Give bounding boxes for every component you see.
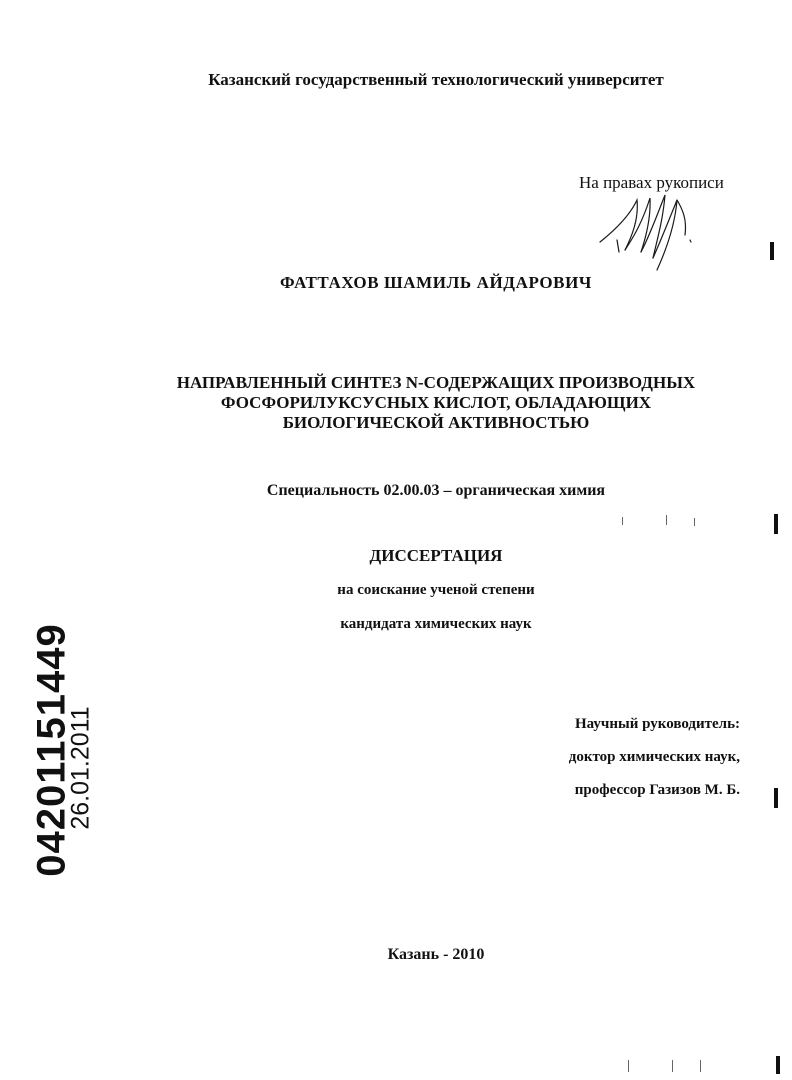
dissertation-title: [40, 373, 792, 433]
library-stamp-date: 26.01.2011: [66, 706, 95, 830]
supervisor-name: профессор Газизов М. Б.: [574, 782, 740, 798]
university-name: Казанский государственный технологический университет: [208, 70, 664, 89]
library-stamp-number: 04201151449: [29, 623, 74, 877]
scan-mark: [622, 517, 623, 525]
thesis-purpose: на соискание ученой степени: [337, 582, 535, 598]
scan-mark: [672, 1060, 673, 1072]
thesis-degree: кандидата химических наук: [340, 616, 532, 632]
manuscript-note: На правах рукописи: [579, 173, 724, 192]
specialty: Специальность 02.00.03 – органическая химия: [266, 482, 606, 499]
scan-mark: [628, 1060, 629, 1072]
scan-mark: [694, 518, 695, 526]
title-line: ФОСФОРИЛУКСУСНЫХ КИСЛОТ, ОБЛАДАЮЩИХ: [220, 393, 652, 412]
signature-icon: [595, 180, 705, 275]
scan-mark: [770, 242, 774, 260]
thesis-type: ДИССЕРТАЦИЯ: [369, 546, 503, 565]
scan-mark: [666, 515, 667, 525]
scan-mark: [774, 788, 778, 808]
supervisor-degree: доктор химических наук,: [568, 749, 740, 765]
author-name: ФАТТАХОВ ШАМИЛЬ АЙДАРОВИЧ: [279, 273, 593, 292]
title-line: БИОЛОГИЧЕСКОЙ АКТИВНОСТЬЮ: [282, 413, 590, 432]
city-year: Казань - 2010: [387, 946, 485, 963]
title-line: НАПРАВЛЕННЫЙ СИНТЕЗ N-СОДЕРЖАЩИХ ПРОИЗВОДНЫХ: [176, 373, 696, 392]
scan-mark: [774, 514, 778, 534]
scan-mark: [776, 1056, 780, 1074]
scan-mark: [700, 1060, 701, 1072]
supervisor-label: Научный руководитель:: [575, 716, 740, 732]
